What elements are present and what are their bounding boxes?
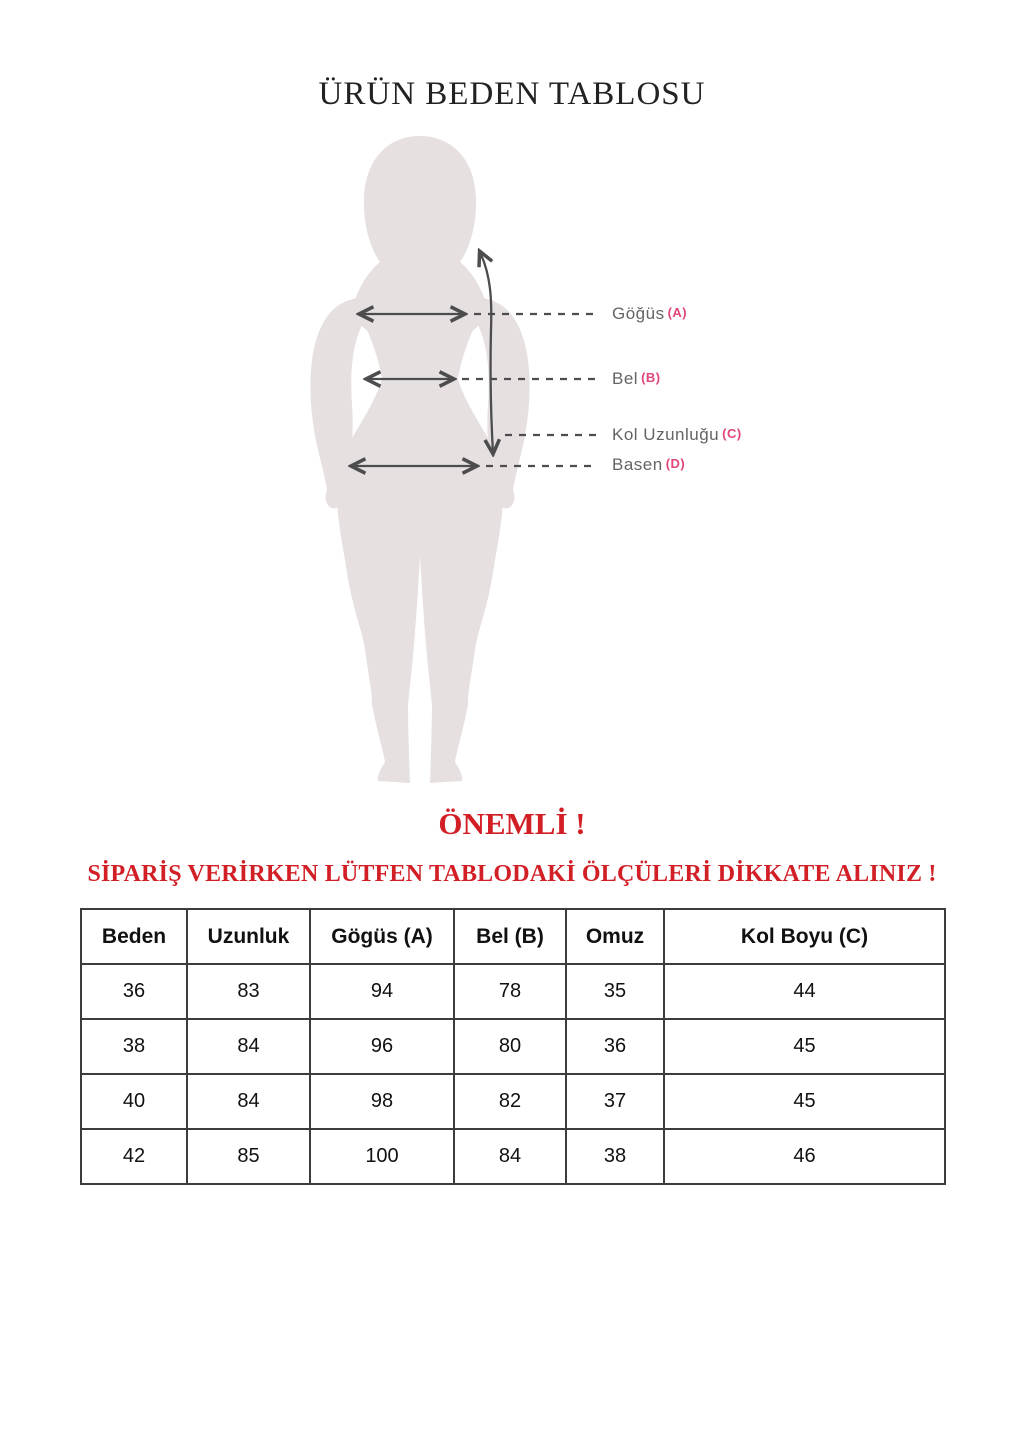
table-cell: 94 <box>310 964 454 1019</box>
hip-label-text: Basen <box>612 455 663 474</box>
important-heading: ÖNEMLİ ! <box>438 806 586 841</box>
waist-label-letter: (B) <box>641 370 661 385</box>
arm-length-label <box>612 425 742 445</box>
waist-label-text: Bel <box>612 369 639 388</box>
body-silhouette <box>310 136 529 783</box>
table-cell: 37 <box>566 1074 664 1129</box>
table-cell: 44 <box>664 964 945 1019</box>
table-cell: 84 <box>187 1074 310 1129</box>
header-bel: Bel (B) <box>454 909 566 964</box>
important-subheading: SİPARİŞ VERİRKEN LÜTFEN TABLODAKİ ÖLÇÜLERİ DİKKATE ALINIZ ! <box>87 861 937 887</box>
table-cell: 82 <box>454 1074 566 1129</box>
header-uzunluk: Uzunluk <box>187 909 310 964</box>
arm-length-label-text: Kol Uzunluğu <box>612 425 720 444</box>
table-cell: 45 <box>664 1019 945 1074</box>
table-row <box>81 1074 945 1129</box>
hip-label <box>612 455 685 475</box>
header-kol-boyu: Kol Boyu (C) <box>664 909 945 964</box>
header-gogus: Gögüs (A) <box>310 909 454 964</box>
hip-label-letter: (D) <box>665 456 686 471</box>
table-cell: 84 <box>454 1129 566 1184</box>
table-cell: 98 <box>310 1074 454 1129</box>
page-title: ÜRÜN BEDEN TABLOSU <box>318 76 706 112</box>
waist-label <box>612 369 661 389</box>
table-cell: 42 <box>81 1129 187 1184</box>
table-cell: 83 <box>187 964 310 1019</box>
table-cell: 40 <box>81 1074 187 1129</box>
table-cell: 36 <box>566 1019 664 1074</box>
table-cell: 85 <box>187 1129 310 1184</box>
chest-label <box>612 304 687 324</box>
table-cell: 78 <box>454 964 566 1019</box>
table-cell: 96 <box>310 1019 454 1074</box>
table-row <box>81 1019 945 1074</box>
chest-label-letter: (A) <box>667 305 688 320</box>
table-cell: 100 <box>310 1129 454 1184</box>
arm-length-label-letter: (C) <box>722 426 742 441</box>
table-cell: 80 <box>454 1019 566 1074</box>
table-row <box>81 1129 945 1184</box>
chest-label-text: Göğüs <box>612 304 665 323</box>
table-cell: 38 <box>81 1019 187 1074</box>
header-omuz: Omuz <box>566 909 664 964</box>
table-cell: 45 <box>664 1074 945 1129</box>
table-cell: 84 <box>187 1019 310 1074</box>
header-beden: Beden <box>81 909 187 964</box>
size-table <box>80 908 946 1185</box>
table-cell: 35 <box>566 964 664 1019</box>
table-cell: 46 <box>664 1129 945 1184</box>
table-cell: 38 <box>566 1129 664 1184</box>
table-cell: 36 <box>81 964 187 1019</box>
size-table-header-row <box>81 909 945 964</box>
table-row <box>81 964 945 1019</box>
